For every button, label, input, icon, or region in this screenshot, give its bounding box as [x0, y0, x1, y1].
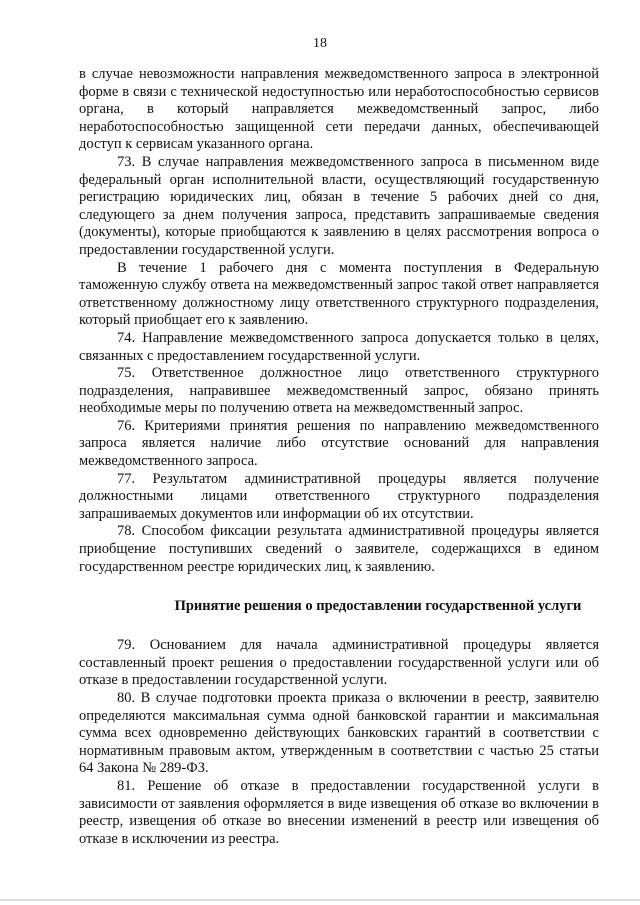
document-body [79, 66, 599, 848]
paragraph-78: 78. Способом фиксации результата административной процедуры является приобщение поступивших сведений о заявителе, содержащихся в едином государственном реестре юридических лиц, к заявлению. [79, 523, 599, 575]
paragraph-79: 79. Основанием для начала административной процедуры является составленный проект решения о предоставлении государственной услуги или об отказе в предоставлении государственной услуги. [79, 637, 599, 689]
paragraph-77: 77. Результатом административной процедуры является получение должностными лицами ответственного структурного подразделения запрашиваемых документов или информации об их отсутствии. [79, 470, 599, 522]
paragraph-continuation: в случае невозможности направления межведомственного запроса в электронной форме в связи с технической недоступностью или неработоспособностью сервисов органа, в который направляется межведомственный запрос, либо неработоспособностью защищенной сети передачи данных, обеспечивающей доступ к сервисам указанного органа. [79, 66, 599, 153]
paragraph-75: 75. Ответственное должностное лицо ответственного структурного подразделения, направившее межведомственный запрос, обязано принять необходимые меры по получению ответа на межведомственный запрос. [79, 365, 599, 417]
paragraph-76: 76. Критериями принятия решения по направлению межведомственного запроса является наличие либо отсутствие оснований для направления межведомственного запроса. [79, 417, 599, 470]
paragraph-73: 73. В случае направления межведомственного запроса в письменном виде федеральный орган исполнительной власти, осуществляющий государственную регистрацию юридических лиц, обязан в течение 5 рабочих дней со дня, следующего за днем получения запроса, представить запрашиваемые сведения (документы), которые приобщаются к заявлению в целях рассмотрения вопроса о предоставлении государственной услуги. [79, 153, 599, 258]
section-heading: Принятие решения о предоставлении государственной услуги [174, 598, 582, 615]
paragraph-81: 81. Решение об отказе в предоставлении государственной услуги в зависимости от заявления оформляется в виде извещения об отказе во включении в реестр, извещения об отказе во внесении изменений в реестр или извещения об отказе в исключении из реестра. [79, 777, 599, 847]
scan-edge-divider [0, 899, 640, 901]
paragraph-73-response: В течение 1 рабочего дня с момента поступления в Федеральную таможенную службу ответа на межведомственный запрос такой ответ направляется ответственному должностному лицу ответственного структурного подразделения, который приобщает его к заявлению. [79, 259, 599, 329]
paragraph-74: 74. Направление межведомственного запроса допускается только в целях, связанных с предоставлением государственной услуги. [79, 329, 599, 364]
paragraph-80: 80. В случае подготовки проекта приказа о включении в реестр, заявителю определяются максимальная сумма одной банковской гарантии и максимальная сумма всех одновременно действующих банковских гарантий в соответствии с нормативным правовым актом, утвержденным в соответствии с частью 25 статьи 64 Закона № 289-ФЗ. [79, 690, 599, 777]
page-number: 18 [313, 36, 327, 51]
